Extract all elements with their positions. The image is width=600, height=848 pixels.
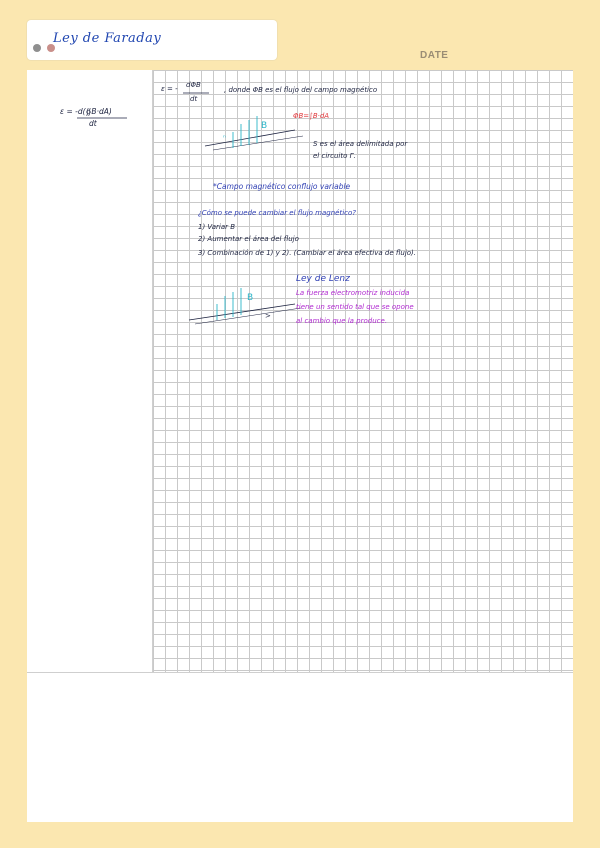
lenz-title: Ley de Lenz	[296, 274, 350, 284]
list-item-2: 2) Aumentar el área del flujo	[198, 235, 299, 243]
flux-denominator: dt	[190, 95, 198, 103]
lenz-line-2: tiene un sentido tal que se opone	[296, 303, 414, 311]
flux-diagram-1	[193, 110, 353, 210]
cue-fraction-bar	[27, 70, 152, 150]
cue-column	[27, 70, 153, 672]
svg-text:ⁿ: ⁿ	[223, 134, 226, 142]
date-label: DATE	[420, 50, 449, 61]
flux-numerator: dΦB	[186, 81, 201, 89]
lenz-line-1: La fuerza electromotriz inducida	[296, 289, 410, 297]
diagram1-b-label: B	[261, 121, 268, 131]
page-title: Ley de Faraday	[53, 31, 162, 46]
variable-field-note: *Campo magnético conflujo variable	[213, 182, 351, 191]
area-note-1: S es el área delimitada por	[313, 140, 408, 148]
cue-formula: ε = -d(∯B·dA)	[60, 107, 112, 116]
cue-formula-denominator: dt	[89, 119, 97, 128]
lenz-line-3: al cambio que la produce.	[296, 317, 388, 325]
dot-grey-icon	[33, 44, 41, 52]
diagram2-b-label: B	[247, 293, 254, 303]
summary-area	[27, 672, 573, 823]
notes-grid	[153, 70, 573, 672]
emf-symbol: ε = -	[161, 85, 178, 93]
faraday-description: , donde ΦB es el flujo del campo magnético	[224, 86, 378, 94]
svg-text:>: >	[265, 312, 271, 320]
area-note-2: el circuito Γ.	[313, 152, 356, 160]
title-card	[27, 20, 277, 60]
cornell-sheet	[27, 70, 573, 822]
flux-question: ¿Cómo se puede cambiar el flujo magnético?	[198, 209, 357, 217]
list-item-1: 1) Variar B	[198, 223, 236, 231]
list-item-3: 3) Combinación de 1) y 2). (Cambiar el área efectiva de flujo).	[198, 249, 417, 257]
flux-definition: ΦB=∫B·dA	[293, 112, 330, 120]
